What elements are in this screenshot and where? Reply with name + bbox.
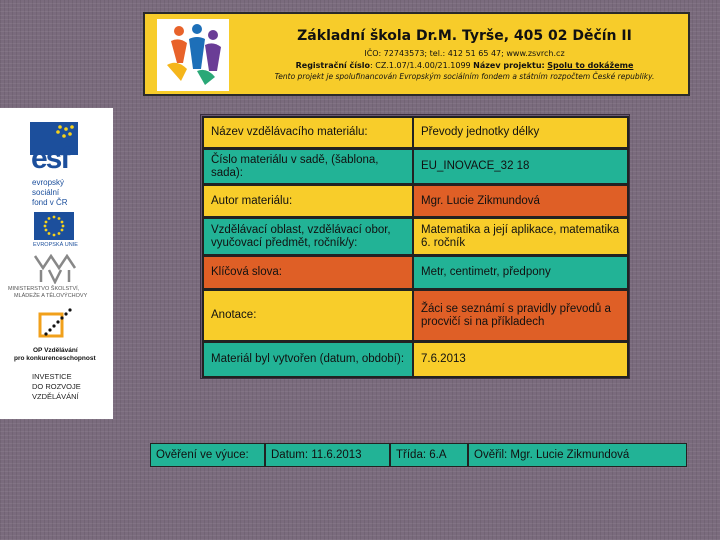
project-name-label: Název projektu: — [473, 61, 545, 70]
table-row-value: 7.6.2013 — [412, 341, 629, 378]
verification-strip — [150, 443, 687, 467]
op-logo-icon — [36, 308, 76, 344]
verification-label: Ověření ve výuce: — [151, 444, 266, 466]
table-row-label: Anotace: — [202, 289, 414, 342]
slogan-line-3: VZDĚLÁVÁNÍ — [32, 392, 79, 401]
msmt-line-2: MLÁDEŽE A TĚLOVÝCHOVY — [14, 293, 88, 299]
eu-flag-icon — [34, 212, 74, 240]
esf-line-3: fond v ČR — [32, 198, 68, 207]
table-row-value: Mgr. Lucie Zikmundová — [412, 184, 629, 218]
table-row-label: Název vzdělávacího materiálu: — [202, 116, 414, 149]
people-logo-icon — [157, 19, 229, 91]
verified-by: Ověřil: Mgr. Lucie Zikmundová — [474, 449, 630, 461]
table-row-value: EU_INOVACE_32 18 — [412, 148, 629, 185]
project-name: Spolu to dokážeme — [547, 61, 634, 70]
op-line-1: OP Vzdělávání — [33, 347, 78, 354]
table-row-label: Autor materiálu: — [202, 184, 414, 218]
msmt-line-1: MINISTERSTVO ŠKOLSTVÍ, — [8, 286, 80, 292]
investment-slogan — [32, 372, 81, 402]
table-row-value: Metr, centimetr, předpony — [412, 255, 629, 290]
school-header — [143, 12, 690, 96]
msmt-logo-icon — [33, 254, 77, 284]
table-row-value: Převody jednotky délky — [412, 116, 629, 149]
school-logo — [157, 19, 229, 91]
school-contact: IČO: 72743573; tel.: 412 51 65 47; www.zsvrch.cz — [364, 49, 565, 58]
table-row-value: Žáci se seznámí s pravidly převodů a procvičí si na příkladech — [412, 289, 629, 342]
esf-logo-text: esf — [31, 142, 69, 175]
slogan-line-1: INVESTICE — [32, 372, 72, 381]
slogan-line-2: DO ROZVOJE — [32, 382, 81, 391]
registration-number: : CZ.1.07/1.4.00/21.1099 — [370, 61, 474, 70]
registration-line — [245, 61, 684, 70]
table-row-value: Matematika a její aplikace, matematika 6. ročník — [412, 217, 629, 256]
table-row-label: Klíčová slova: — [202, 255, 414, 290]
registration-label: Registrační číslo — [295, 61, 371, 70]
op-line-2: pro konkurenceschopnost — [14, 355, 96, 362]
verification-date: Datum: 11.6.2013 — [266, 444, 391, 466]
table-row-label: Číslo materiálu v sadě, (šablona, sada): — [202, 148, 414, 185]
table-row-label: Vzdělávací oblast, vzdělávací obor, vyučovací předmět, ročník/y: — [202, 217, 414, 256]
op-logo — [36, 308, 76, 344]
esf-line-1: evropský — [32, 178, 65, 187]
eu-label: EVROPSKÁ UNIE — [33, 242, 78, 248]
esf-line-2: sociální — [32, 188, 60, 197]
school-title: Základní škola Dr.M. Tyrše, 405 02 Děčín II — [297, 28, 632, 44]
table-row-label: Materiál byl vytvořen (datum, období): — [202, 341, 414, 378]
funding-note: Tento projekt je spolufinancován Evropským sociálním fondem a státním rozpočtem České republiky. — [274, 72, 655, 81]
partner-logos-sidebar — [0, 108, 113, 419]
verification-class: Třída: 6.A — [391, 444, 469, 466]
material-info-table — [200, 114, 630, 379]
